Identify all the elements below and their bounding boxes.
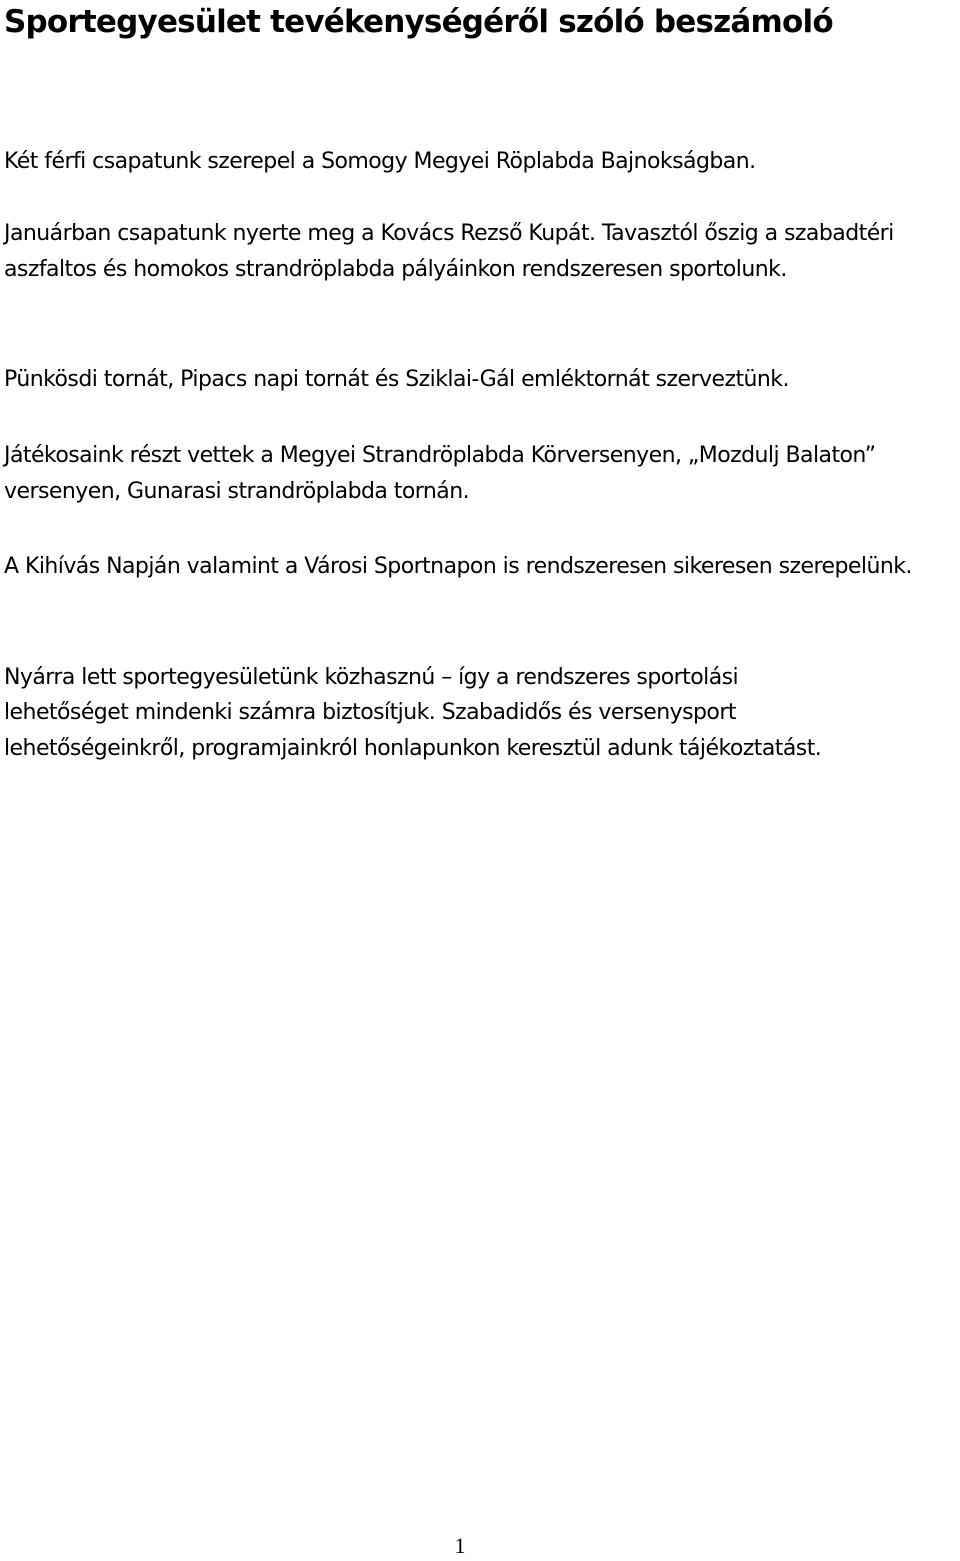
paragraph-public-benefit-line-3: lehetőségeinkről, programjainkról honlapunkon keresztül adunk tájékoztatást. <box>4 736 822 761</box>
paragraph-public-benefit-line-2: lehetőséget mindenki számra biztosítjuk. Szabadidős és versenysport <box>4 700 736 725</box>
page-number: 1 <box>454 1533 466 1558</box>
paragraph-teams: Két férfi csapatunk szerepel a Somogy Megyei Röplabda Bajnokságban. <box>4 149 756 174</box>
document-title: Sportegyesület tevékenységéről szóló beszámoló <box>4 4 833 40</box>
paragraph-competitions: Játékosaink részt vettek a Megyei Strandröplabda Körversenyen, „Mozdulj Balaton” versenyen, Gunarasi strandröplabda tornán. <box>4 443 876 504</box>
paragraph-public-benefit-line-1: Nyárra lett sportegyesületünk közhasznú – így a rendszeres sportolási <box>4 665 739 690</box>
paragraph-events: A Kihívás Napján valamint a Városi Sportnapon is rendszeresen sikeresen szerepelünk. <box>4 554 912 579</box>
paragraph-cup: Januárban csapatunk nyerte meg a Kovács Rezső Kupát. Tavasztól őszig a szabadtéri aszfaltos és homokos strandröplabda pályáinkon rendszeresen sportolunk. <box>4 221 894 282</box>
paragraph-tournaments: Pünkösdi tornát, Pipacs napi tornát és Sziklai-Gál emléktornát szerveztünk. <box>4 367 789 392</box>
